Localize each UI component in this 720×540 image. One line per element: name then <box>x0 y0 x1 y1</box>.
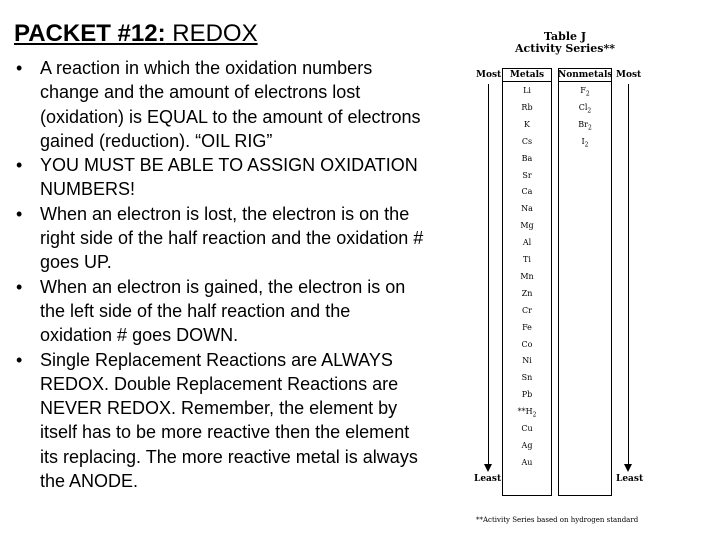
right-arrow-head-icon <box>624 464 632 472</box>
metals-header-rule <box>502 81 552 82</box>
metal-item: Mg <box>520 221 534 231</box>
bullet-text: Single Replacement Reactions are ALWAYS REDOX. Double Replacement Reactions are NEVER REDOX. Remember, the element by itself has to be more reactive then the element its replacing. The more reactive metal is always the ANODE. <box>40 349 418 492</box>
left-arrow-head-icon <box>484 464 492 472</box>
metal-item: Ni <box>522 356 532 366</box>
metal-item: Zn <box>521 288 533 298</box>
nonmetals-header-rule <box>558 81 612 82</box>
title-topic: REDOX <box>165 20 258 47</box>
metal-item: Pb <box>521 390 533 400</box>
nonmetals-column <box>558 68 612 496</box>
metal-item: Cu <box>521 424 533 433</box>
metal-item: Mn <box>520 271 534 281</box>
metal-item: Cr <box>522 305 532 315</box>
nonmetal-item: $F_2$ <box>580 86 590 98</box>
metal-item: Co <box>521 339 533 349</box>
metal-item: Sn <box>521 373 533 383</box>
title-packet: PACKET #12: <box>14 20 166 47</box>
left-arrow-line <box>488 84 489 464</box>
metal-item: Na <box>521 204 533 214</box>
right-arrow-line <box>628 84 629 464</box>
nonmetals-header: Nonmetals <box>558 70 613 80</box>
nonmetal-item: $Cl_2$ <box>578 103 592 115</box>
most-right-label: Most <box>616 70 642 80</box>
least-right-label: Least <box>616 474 644 484</box>
table-title: Table J <box>543 30 587 43</box>
list-item <box>14 153 426 202</box>
metals-header: Metals <box>509 70 545 80</box>
list-item <box>14 348 426 494</box>
metal-item: Li <box>523 86 531 95</box>
metal-item: $**H_2$ <box>517 407 537 419</box>
metal-item: Rb <box>521 102 533 112</box>
bullet-dot: • <box>16 155 23 176</box>
nonmetal-item: $I_2$ <box>581 137 589 149</box>
metal-item: Au <box>521 457 533 467</box>
metal-item: Fe <box>522 322 532 332</box>
metal-item: Ca <box>521 187 533 197</box>
page-title <box>14 20 258 48</box>
metal-item: Ba <box>521 153 533 163</box>
list-item <box>14 202 426 275</box>
metal-item: Ag <box>521 440 533 450</box>
bullet-list <box>14 56 426 493</box>
bullet-dot: • <box>16 58 23 78</box>
bullet-text: When an electron is lost, the electron is on the right side of the half reaction and the oxidation # goes UP. <box>40 203 424 273</box>
table-footnote: **Activity Series based on hydrogen standard <box>476 516 639 524</box>
list-item <box>14 56 426 153</box>
metal-item: Sr <box>522 170 532 180</box>
metal-item: Ti <box>523 255 531 264</box>
least-left-label: Least <box>474 474 502 484</box>
most-left-label: Most <box>476 70 502 80</box>
bullet-text: A reaction in which the oxidation numbers change and the amount of electrons lost (oxidation) is EQUAL to the amount of electrons gained (reduction). “OIL RIG” <box>40 58 421 151</box>
bullet-dot: • <box>16 203 23 224</box>
list-item <box>14 275 426 348</box>
bullet-dot: • <box>16 276 23 297</box>
metal-item: Al <box>522 238 532 248</box>
bullet-text: When an electron is gained, the electron is on the left side of the half reaction and the oxidation # goes DOWN. <box>40 276 406 346</box>
nonmetal-item: $Br_2$ <box>578 120 592 132</box>
metal-item: K <box>524 119 530 129</box>
bullet-dot: • <box>16 349 23 370</box>
activity-series-table <box>470 28 660 524</box>
bullet-text: YOU MUST BE ABLE TO ASSIGN OXIDATION NUMBERS! <box>40 155 418 200</box>
table-subtitle: Activity Series** <box>515 42 615 55</box>
metal-item: Cs <box>521 136 533 146</box>
